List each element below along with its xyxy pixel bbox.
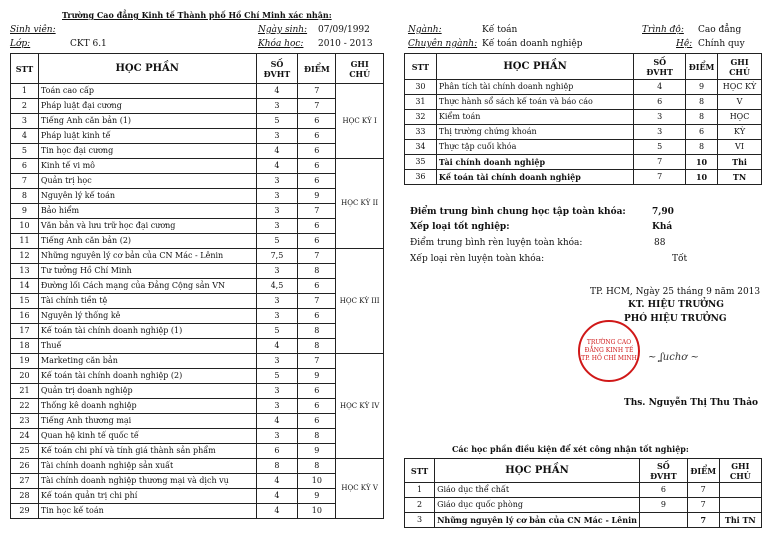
row-score: 10	[298, 474, 336, 489]
row-note: HỌC	[718, 110, 762, 125]
row-score: 6	[298, 174, 336, 189]
row-stt: 18	[11, 339, 39, 354]
row-note	[719, 498, 761, 513]
row-subject: Quản trị doanh nghiệp	[38, 384, 256, 399]
row-subject: Những nguyên lý cơ bản của CN Mác - Lênin	[38, 249, 256, 264]
col-score: ĐIỂM	[686, 54, 718, 80]
semester-label: HỌC KỲ III	[336, 249, 384, 354]
level-label: Trình độ:	[642, 25, 684, 35]
row-credits: 4	[256, 339, 298, 354]
row-score: 9	[686, 80, 718, 95]
row-subject: Bảo hiểm	[38, 204, 256, 219]
row-credits: 3	[256, 309, 298, 324]
table-row	[405, 80, 762, 95]
row-score: 8	[298, 459, 336, 474]
row-credits: 3	[256, 129, 298, 144]
row-credits: 4	[256, 84, 298, 99]
table-row	[11, 324, 384, 339]
row-subject: Tài chính doanh nghiệp sản xuất	[38, 459, 256, 474]
col-credits: SỐ ĐVHT	[639, 459, 687, 483]
row-credits: 5	[256, 324, 298, 339]
row-stt: 2	[11, 99, 39, 114]
row-note: TN	[718, 170, 762, 185]
row-subject: Toán cao cấp	[38, 84, 256, 99]
row-subject: Kinh tế vi mô	[38, 159, 256, 174]
row-credits: 6	[634, 95, 686, 110]
row-subject: Tài chính doanh nghiệp thương mại và dịch vụ	[38, 474, 256, 489]
row-stt: 13	[11, 264, 39, 279]
table-row	[405, 140, 762, 155]
col-subject: HỌC PHẦN	[435, 459, 640, 483]
row-subject: Tin học đại cương	[38, 144, 256, 159]
conduct-value: 88	[654, 238, 666, 248]
row-score: 7	[298, 99, 336, 114]
table-row	[405, 125, 762, 140]
row-credits: 3	[256, 264, 298, 279]
row-subject: Kế toán tài chính doanh nghiệp	[436, 170, 633, 185]
rank-value: Khá	[652, 222, 673, 232]
row-note: HỌC KỲ	[718, 80, 762, 95]
row-stt: 1	[405, 483, 435, 498]
row-score: 9	[298, 489, 336, 504]
row-score: 8	[298, 339, 336, 354]
row-stt: 7	[11, 174, 39, 189]
col-credits: SỐ ĐVHT	[634, 54, 686, 80]
row-subject: Phân tích tài chính doanh nghiệp	[436, 80, 633, 95]
row-stt: 25	[11, 444, 39, 459]
row-stt: 15	[11, 294, 39, 309]
row-stt: 30	[405, 80, 437, 95]
row-score: 6	[298, 414, 336, 429]
row-subject: Tài chính doanh nghiệp	[436, 155, 633, 170]
row-stt: 16	[11, 309, 39, 324]
row-subject: Thuế	[38, 339, 256, 354]
table-row	[11, 309, 384, 324]
table-row	[11, 264, 384, 279]
row-score: 8	[298, 429, 336, 444]
table-row	[11, 249, 384, 264]
row-stt: 29	[11, 504, 39, 519]
row-stt: 2	[405, 498, 435, 513]
row-stt: 6	[11, 159, 39, 174]
row-subject: Đường lối Cách mạng của Đảng Cộng sản VN	[38, 279, 256, 294]
row-subject: Nguyên lý thống kê	[38, 309, 256, 324]
row-stt: 8	[11, 189, 39, 204]
row-subject: Tiếng Anh thương mại	[38, 414, 256, 429]
row-subject: Nguyên lý kế toán	[38, 189, 256, 204]
class-label: Lớp:	[10, 39, 31, 49]
row-credits: 4	[256, 489, 298, 504]
row-credits: 4	[256, 159, 298, 174]
row-score: 6	[298, 234, 336, 249]
row-subject: Thực hành sổ sách kế toán và báo cáo	[436, 95, 633, 110]
row-score: 6	[298, 219, 336, 234]
grades-table-left	[10, 53, 384, 519]
spec-label: Chuyên ngành:	[408, 39, 478, 49]
spec-value: Kế toán doanh nghiệp	[482, 39, 583, 49]
conduct-rank-label: Xếp loại rèn luyện toàn khóa:	[410, 254, 545, 264]
row-credits: 6	[639, 483, 687, 498]
row-credits: 3	[256, 384, 298, 399]
course-label: Khóa học:	[258, 39, 304, 49]
row-stt: 20	[11, 369, 39, 384]
row-note: KỲ	[718, 125, 762, 140]
col-subject: HỌC PHẦN	[38, 54, 256, 84]
table-row	[11, 279, 384, 294]
row-subject: Quan hệ kinh tế quốc tế	[38, 429, 256, 444]
class-value: CKT 6.1	[70, 39, 107, 49]
row-score: 7	[298, 204, 336, 219]
row-subject: Tài chính tiền tệ	[38, 294, 256, 309]
row-credits: 7	[634, 170, 686, 185]
row-stt: 23	[11, 414, 39, 429]
row-stt: 3	[405, 513, 435, 528]
row-subject: Kiểm toán	[436, 110, 633, 125]
row-stt: 26	[11, 459, 39, 474]
row-stt: 11	[11, 234, 39, 249]
table-row	[11, 384, 384, 399]
row-credits: 3	[256, 219, 298, 234]
row-stt: 36	[405, 170, 437, 185]
table-row	[405, 483, 762, 498]
table-row	[11, 159, 384, 174]
row-stt: 27	[11, 474, 39, 489]
table-row	[405, 170, 762, 185]
row-stt: 19	[11, 354, 39, 369]
level-value: Cao đẳng	[698, 25, 742, 35]
table-row	[11, 189, 384, 204]
table-row	[11, 504, 384, 519]
conditions-title: Các học phần điều kiện để xét công nhận tốt nghiệp:	[452, 444, 689, 454]
table-row	[11, 444, 384, 459]
row-credits: 4	[256, 504, 298, 519]
row-score: 9	[298, 444, 336, 459]
table-row	[11, 129, 384, 144]
row-credits	[639, 513, 687, 528]
row-score: 7	[298, 294, 336, 309]
row-score: 6	[298, 159, 336, 174]
table-row	[11, 294, 384, 309]
row-subject: Kế toán tài chính doanh nghiệp (2)	[38, 369, 256, 384]
row-score: 6	[298, 144, 336, 159]
table-row	[11, 84, 384, 99]
row-stt: 17	[11, 324, 39, 339]
table-row	[11, 429, 384, 444]
row-credits: 4,5	[256, 279, 298, 294]
row-credits: 3	[634, 125, 686, 140]
row-note	[719, 483, 761, 498]
row-subject: Kế toán chi phí và tính giá thành sản phẩm	[38, 444, 256, 459]
table-row	[11, 174, 384, 189]
row-credits: 3	[256, 429, 298, 444]
row-score: 9	[298, 189, 336, 204]
system-label: Hệ:	[676, 39, 693, 49]
school-header: Trường Cao đẳng Kinh tế Thành phố Hồ Chí Minh xác nhận:	[62, 10, 332, 20]
table-row	[11, 399, 384, 414]
row-stt: 3	[11, 114, 39, 129]
table-row	[405, 498, 762, 513]
row-score: 8	[686, 140, 718, 155]
row-score: 8	[298, 264, 336, 279]
row-credits: 3	[256, 204, 298, 219]
major-value: Kế toán	[482, 25, 518, 35]
row-stt: 14	[11, 279, 39, 294]
table-row	[11, 339, 384, 354]
row-subject: Thống kê doanh nghiệp	[38, 399, 256, 414]
table-row	[11, 489, 384, 504]
row-credits: 3	[256, 189, 298, 204]
col-stt: STT	[405, 459, 435, 483]
table-row	[11, 354, 384, 369]
row-note: V	[718, 95, 762, 110]
row-subject: Pháp luật đại cương	[38, 99, 256, 114]
dob-label: Ngày sinh:	[258, 25, 308, 35]
row-credits: 3	[256, 99, 298, 114]
row-credits: 8	[256, 459, 298, 474]
row-score: 6	[298, 114, 336, 129]
row-stt: 22	[11, 399, 39, 414]
row-score: 10	[298, 504, 336, 519]
student-label: Sinh viên:	[10, 25, 56, 35]
col-note: GHI CHÚ	[336, 54, 384, 84]
sign-date: TP. HCM, Ngày 25 tháng 9 năm 2013	[590, 287, 761, 297]
row-subject: Pháp luật kinh tế	[38, 129, 256, 144]
semester-label: HỌC KỲ IV	[336, 354, 384, 459]
table-row	[405, 110, 762, 125]
gpa-value: 7,90	[652, 207, 674, 217]
table-row	[11, 234, 384, 249]
semester-label: HỌC KỲ II	[336, 159, 384, 249]
sign-title-2: PHÓ HIỆU TRƯỞNG	[624, 314, 727, 324]
row-subject: Marketing căn bản	[38, 354, 256, 369]
row-stt: 10	[11, 219, 39, 234]
row-score: 7	[298, 354, 336, 369]
row-stt: 9	[11, 204, 39, 219]
table-row	[11, 99, 384, 114]
conditions-table	[404, 458, 762, 528]
row-credits: 4	[634, 80, 686, 95]
table-row	[11, 414, 384, 429]
row-credits: 7,5	[256, 249, 298, 264]
row-credits: 3	[256, 354, 298, 369]
row-subject: Giáo dục quốc phòng	[435, 498, 640, 513]
row-subject: Tiếng Anh căn bản (1)	[38, 114, 256, 129]
row-score: 6	[298, 279, 336, 294]
row-stt: 35	[405, 155, 437, 170]
row-credits: 3	[634, 110, 686, 125]
row-subject: Thị trường chứng khoán	[436, 125, 633, 140]
col-credits: SỐ ĐVHT	[256, 54, 298, 84]
row-stt: 12	[11, 249, 39, 264]
row-subject: Kế toán tài chính doanh nghiệp (1)	[38, 324, 256, 339]
row-score: 8	[298, 324, 336, 339]
table-row	[11, 219, 384, 234]
row-score: 7	[687, 513, 719, 528]
table-row	[405, 95, 762, 110]
row-stt: 21	[11, 384, 39, 399]
sign-title-1: KT. HIỆU TRƯỞNG	[628, 300, 724, 310]
row-score: 6	[298, 309, 336, 324]
col-note: GHI CHÚ	[718, 54, 762, 80]
row-subject: Thực tập cuối khóa	[436, 140, 633, 155]
row-score: 7	[687, 498, 719, 513]
gpa-label: Điểm trung bình chung học tập toàn khóa:	[410, 207, 626, 217]
row-credits: 3	[256, 174, 298, 189]
table-row	[11, 474, 384, 489]
row-score: 8	[686, 110, 718, 125]
table-row	[11, 369, 384, 384]
table-row	[11, 144, 384, 159]
row-subject: Giáo dục thể chất	[435, 483, 640, 498]
row-score: 7	[687, 483, 719, 498]
rank-label: Xếp loại tốt nghiệp:	[410, 222, 510, 232]
row-note: Thi TN	[719, 513, 761, 528]
col-score: ĐIỂM	[687, 459, 719, 483]
semester-label: HỌC KỲ I	[336, 84, 384, 159]
row-stt: 24	[11, 429, 39, 444]
row-credits: 5	[256, 234, 298, 249]
col-stt: STT	[405, 54, 437, 80]
row-score: 6	[298, 384, 336, 399]
row-stt: 28	[11, 489, 39, 504]
table-row	[11, 459, 384, 474]
row-credits: 5	[256, 114, 298, 129]
conduct-rank-value: Tốt	[672, 254, 688, 264]
row-credits: 9	[639, 498, 687, 513]
row-credits: 4	[256, 414, 298, 429]
major-label: Ngành:	[408, 25, 442, 35]
row-stt: 33	[405, 125, 437, 140]
row-stt: 32	[405, 110, 437, 125]
dob-value: 07/09/1992	[318, 25, 370, 35]
row-score: 7	[298, 249, 336, 264]
row-score: 10	[686, 155, 718, 170]
grades-table-right	[404, 53, 762, 185]
row-note: VI	[718, 140, 762, 155]
row-credits: 4	[256, 144, 298, 159]
system-value: Chính quy	[698, 39, 745, 49]
col-subject: HỌC PHẦN	[436, 54, 633, 80]
row-score: 9	[298, 369, 336, 384]
signer-name: Ths. Nguyễn Thị Thu Thảo	[624, 398, 759, 408]
row-stt: 4	[11, 129, 39, 144]
row-stt: 34	[405, 140, 437, 155]
row-score: 6	[298, 399, 336, 414]
official-stamp: TRƯỜNG CAO ĐẲNG KINH TẾ TP. HỒ CHÍ MINH	[578, 320, 640, 382]
row-credits: 7	[634, 155, 686, 170]
row-credits: 5	[634, 140, 686, 155]
semester-label: HỌC KỲ V	[336, 459, 384, 519]
row-note: Thi	[718, 155, 762, 170]
row-subject: Kế toán quản trị chi phí	[38, 489, 256, 504]
row-score: 6	[686, 125, 718, 140]
col-note: GHI CHÚ	[719, 459, 761, 483]
row-subject: Những nguyên lý cơ bản của CN Mác - Lênin	[435, 513, 640, 528]
table-row	[11, 204, 384, 219]
table-row	[405, 155, 762, 170]
row-stt: 1	[11, 84, 39, 99]
signature-scribble: ~ ʆuchơ ~	[648, 352, 699, 363]
row-subject: Tin học kế toán	[38, 504, 256, 519]
row-stt: 31	[405, 95, 437, 110]
row-score: 6	[298, 129, 336, 144]
row-score: 10	[686, 170, 718, 185]
row-credits: 3	[256, 294, 298, 309]
col-score: ĐIỂM	[298, 54, 336, 84]
row-subject: Tiếng Anh căn bản (2)	[38, 234, 256, 249]
row-stt: 5	[11, 144, 39, 159]
row-score: 7	[298, 84, 336, 99]
row-credits: 3	[256, 399, 298, 414]
row-credits: 5	[256, 369, 298, 384]
row-subject: Văn bản và lưu trữ học đại cương	[38, 219, 256, 234]
conduct-label: Điểm trung bình rèn luyện toàn khóa:	[410, 238, 583, 248]
row-subject: Tư tưởng Hồ Chí Minh	[38, 264, 256, 279]
row-subject: Quản trị học	[38, 174, 256, 189]
course-value: 2010 - 2013	[318, 39, 373, 49]
col-stt: STT	[11, 54, 39, 84]
table-row	[11, 114, 384, 129]
row-score: 8	[686, 95, 718, 110]
row-credits: 6	[256, 444, 298, 459]
table-row	[405, 513, 762, 528]
row-credits: 4	[256, 474, 298, 489]
